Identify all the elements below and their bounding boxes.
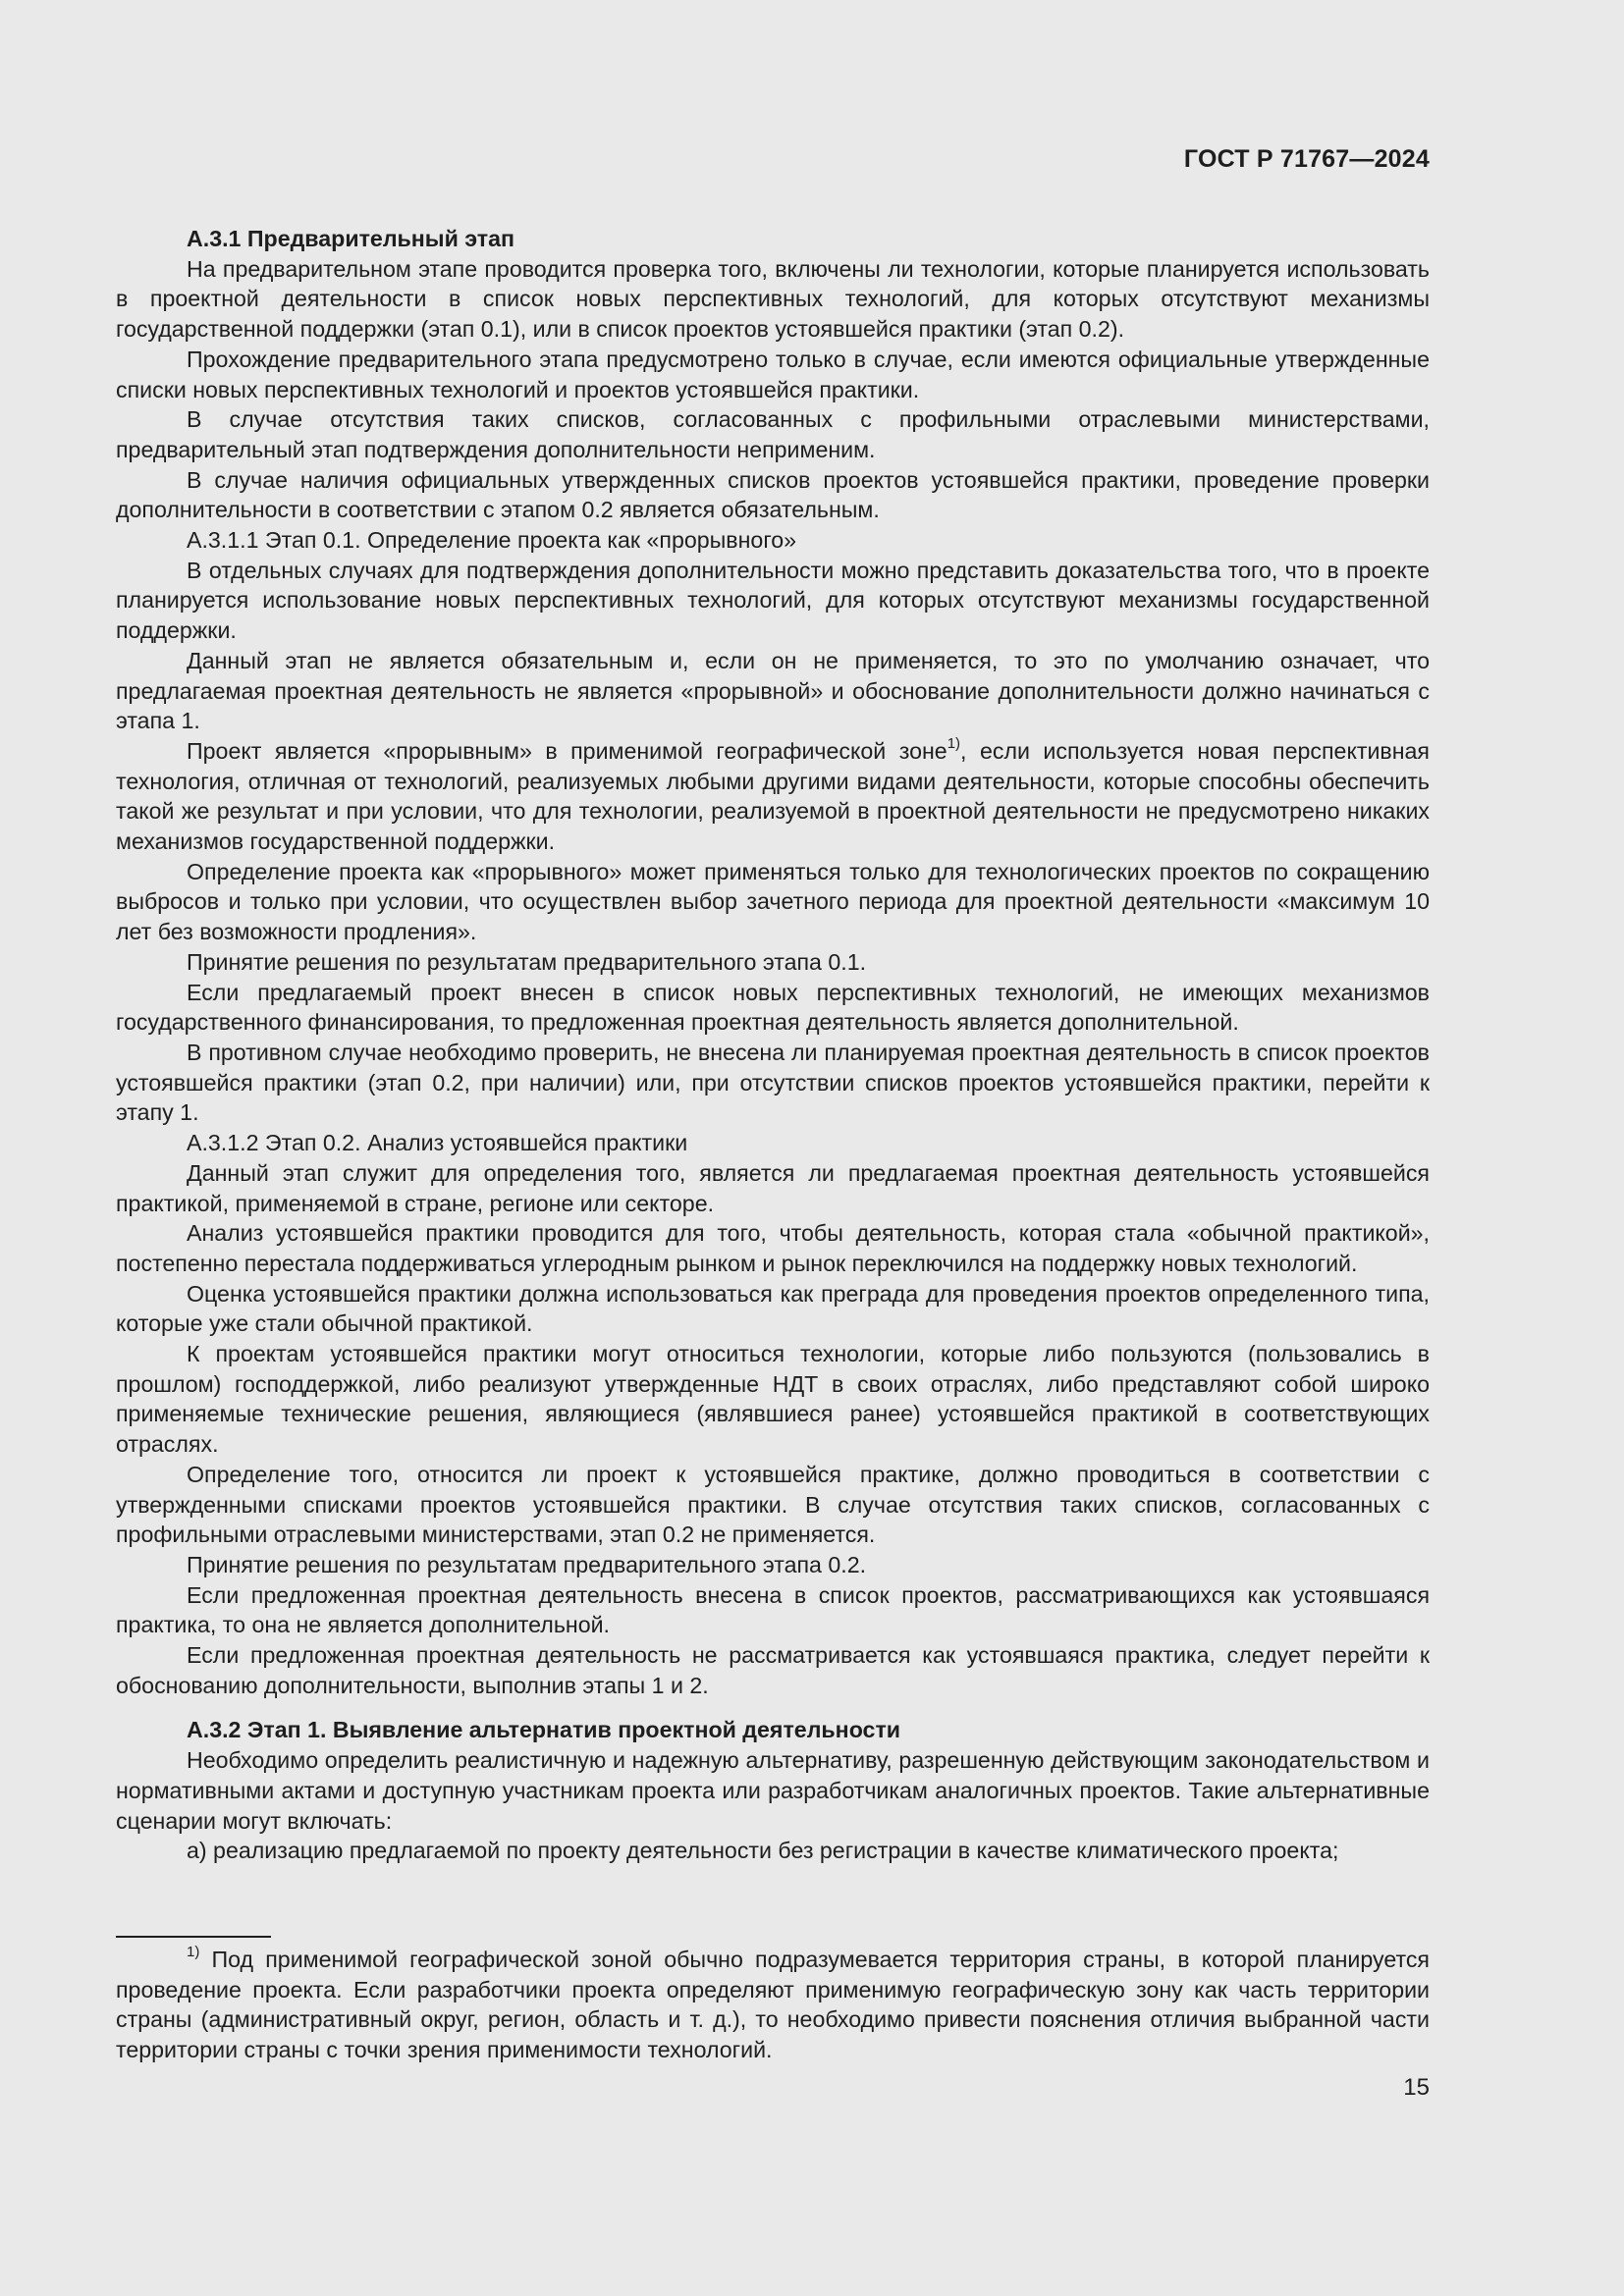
footnote-reference: 1) [947,735,961,753]
paragraph: Определение проекта как «прорывного» может применяться только для технологических проектов по сокращению выбросов и только при условии, что осуществлен выбор зачетного периода для проектной деятельности «максимум 10 лет без возможности продления». [116,858,1430,945]
paragraph: Оценка устоявшейся практики должна использоваться как преграда для проведения проектов определенного типа, которые уже стали обычной практикой. [116,1280,1430,1337]
paragraph: На предварительном этапе проводится проверка того, включены ли технологии, которые планируется использовать в проектной деятельности в список новых перспективных технологий, для которых отсутствуют механизмы государственной поддержки (этап 0.1), или в список проектов устоявшейся практики (этап 0.2). [116,255,1430,343]
paragraph: Принятие решения по результатам предварительного этапа 0.1. [187,948,867,975]
paragraph-text: Проект является «прорывным» в применимой географической зоне [187,737,947,764]
document-body [116,224,1430,1866]
paragraph-with-footnote [116,736,1430,857]
footnote-body: Под применимой географической зоной обычно подразумевается территория страны, в которой планируется проведение проекта. Если разработчики проекта определяют применимую географическую зону как часть территории страны (административный округ, регион, область и т. д.), то необходимо привести пояснения отличия выбранной части территории страны с точки зрения применимости технологий. [116,1947,1430,2063]
paragraph: В случае отсутствия таких списков, согласованных с профильными отраслевыми министерствами, предварительный этап подтверждения дополнительности неприменим. [116,406,1430,462]
section-heading: А.3.2 Этап 1. Выявление альтернатив проектной деятельности [187,1717,901,1743]
page-number: 15 [1403,2074,1430,2101]
paragraph: Прохождение предварительного этапа предусмотрено только в случае, если имеются официальные утвержденные списки новых перспективных технологий и проектов устоявшейся практики. [116,346,1430,402]
paragraph: Определение того, относится ли проект к устоявшейся практике, должно проводиться в соответствии с утвержденными списками проектов устоявшейся практики. В случае отсутствия таких списков, согласованных с профильными отраслевыми министерствами, этап 0.2 не применяется. [116,1461,1430,1548]
subsection-heading: А.3.1.2 Этап 0.2. Анализ устоявшейся практики [187,1130,688,1156]
paragraph: Данный этап не является обязательным и, если он не применяется, то это по умолчанию означает, что предлагаемая проектная деятельность не является «прорывной» и обоснование дополнительности должно начинаться с этапа 1. [116,647,1430,734]
paragraph: Принятие решения по результатам предварительного этапа 0.2. [187,1551,867,1577]
paragraph: Если предложенная проектная деятельность внесена в список проектов, рассматривающихся как устоявшаяся практика, то она не является дополнительной. [116,1581,1430,1638]
footnote-text [116,1945,1430,2065]
paragraph: Данный этап служит для определения того, является ли предлагаемая проектная деятельность устоявшейся практикой, применяемой в стране, регионе или секторе. [116,1159,1430,1216]
paragraph: К проектам устоявшейся практики могут относиться технологии, которые либо пользуются (пользовались в прошлом) господдержкой, либо реализуют утвержденные НДТ в своих отраслях, либо представляют собой широко применяемые технические решения, являющиеся (являвшиеся ранее) устоявшейся практикой в соответствующих отраслях. [116,1341,1430,1458]
paragraph-text: , если используется новая перспективная технология, отличная от технологий, реализуемых любыми другими видами деятельности, которые способны обеспечить такой же результат и при условии, что для технологии, реализуемой в проектной деятельности не предусмотрено никаких механизмов государственной поддержки. [116,737,1430,855]
footnote-separator [116,1936,271,1938]
paragraph: Необходимо определить реалистичную и надежную альтернативу, разрешенную действующим законодательством и нормативными актами и доступную участникам проекта или разработчикам аналогичных проектов. Такие альтернативные сценарии могут включать: [116,1747,1430,1834]
section-heading: А.3.1 Предварительный этап [187,226,515,251]
footnote-marker: 1) [187,1944,200,1961]
paragraph: В случае наличия официальных утвержденных списков проектов устоявшейся практики, проведение проверки дополнительности в соответствии с этапом 0.2 является обязательным. [116,466,1430,523]
paragraph: Если предлагаемый проект внесен в список новых перспективных технологий, не имеющих механизмов государственного финансирования, то предложенная проектная деятельность является дополнительной. [116,979,1430,1036]
footnote [116,1945,1430,2065]
paragraph: В противном случае необходимо проверить, не внесена ли планируемая проектная деятельность в список проектов устоявшейся практики (этап 0.2, при наличии) или, при отсутствии списков проектов устоявшейся практики, перейти к этапу 1. [116,1039,1430,1126]
subsection-heading: А.3.1.1 Этап 0.1. Определение проекта как «прорывного» [187,527,797,554]
paragraph: Если предложенная проектная деятельность не рассматривается как устоявшаяся практика, следует перейти к обоснованию дополнительности, выполнив этапы 1 и 2. [116,1642,1430,1698]
paragraph: Анализ устоявшейся практики проводится для того, чтобы деятельность, которая стала «обычной практикой», постепенно перестала поддерживаться углеродным рынком и рынок переключился на поддержку новых технологий. [116,1220,1430,1276]
document-header: ГОСТ Р 71767—2024 [1183,145,1430,173]
paragraph: В отдельных случаях для подтверждения дополнительности можно представить доказательства того, что в проекте планируется использование новых перспективных технологий, для которых отсутствуют механизмы государственной поддержки. [116,557,1430,644]
list-item: а) реализацию предлагаемой по проекту деятельности без регистрации в качестве климатического проекта; [187,1838,1339,1864]
